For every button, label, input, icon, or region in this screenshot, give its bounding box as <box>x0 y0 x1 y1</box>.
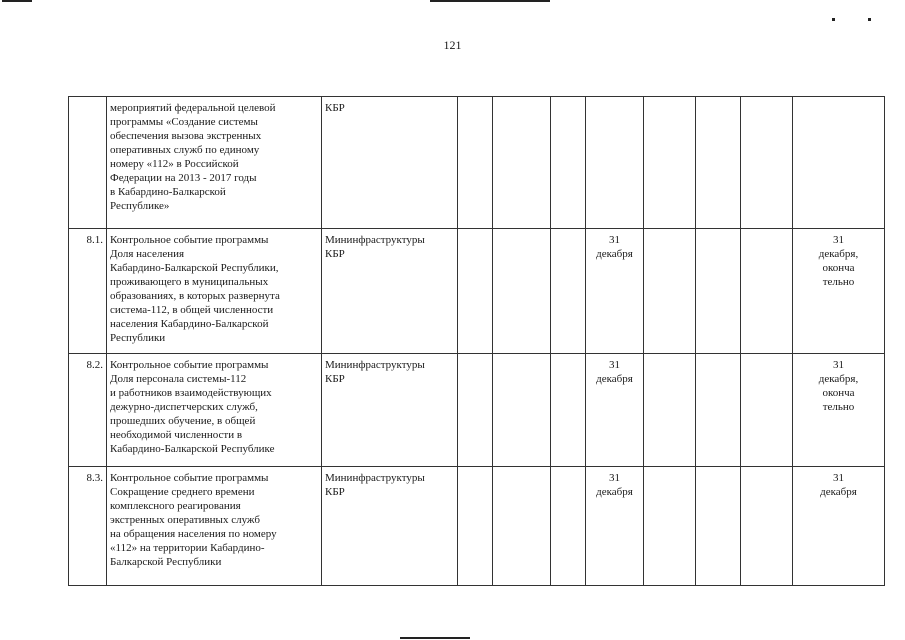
row-number: 8.2. <box>69 354 107 467</box>
event-date: 31 декабря <box>586 354 644 467</box>
event-description: Контрольное событие программы Доля персонала системы-112 и работников взаимодействующих дежурно-диспетчерских служб, прошедших обучение, в общей необходимой численности в Кабардино-Балкарской Республике <box>107 354 322 467</box>
event-description: Контрольное событие программы Сокращение среднего времени комплексного реагирования экстренных оперативных служб на обращения населения по номеру «112» на территории Кабардино- Балкарской Республики <box>107 467 322 586</box>
responsible-executor: КБР <box>322 97 458 229</box>
scan-mark <box>400 637 470 639</box>
empty-cell <box>551 354 586 467</box>
table-row <box>69 354 885 467</box>
empty-cell <box>741 229 793 354</box>
empty-cell <box>493 229 551 354</box>
empty-cell <box>493 467 551 586</box>
empty-cell <box>741 467 793 586</box>
event-date: 31 декабря <box>586 229 644 354</box>
empty-cell <box>741 97 793 229</box>
event-date <box>586 97 644 229</box>
empty-cell <box>741 354 793 467</box>
empty-cell <box>644 354 696 467</box>
empty-cell <box>696 354 741 467</box>
scan-mark <box>2 0 32 2</box>
event-description: мероприятий федеральной целевой программы «Создание системы обеспечения вызова экстренных оперативных служб по единому номеру «112» в Российской Федерации на 2013 - 2017 годы в Кабардино-Балкарской Республике» <box>107 97 322 229</box>
scan-mark <box>832 18 835 21</box>
empty-cell <box>696 467 741 586</box>
empty-cell <box>458 229 493 354</box>
scan-mark <box>430 0 550 2</box>
responsible-executor: Мининфраструктуры КБР <box>322 467 458 586</box>
empty-cell <box>493 354 551 467</box>
empty-cell <box>458 354 493 467</box>
empty-cell <box>458 467 493 586</box>
event-date: 31 декабря <box>586 467 644 586</box>
final-date: 31 декабря <box>793 467 885 586</box>
program-events-table <box>68 96 885 586</box>
empty-cell <box>551 467 586 586</box>
empty-cell <box>458 97 493 229</box>
empty-cell <box>644 229 696 354</box>
row-number <box>69 97 107 229</box>
final-date: 31 декабря, оконча тельно <box>793 229 885 354</box>
empty-cell <box>696 229 741 354</box>
page-number: 121 <box>443 38 462 52</box>
empty-cell <box>696 97 741 229</box>
row-number: 8.1. <box>69 229 107 354</box>
table-row <box>69 229 885 354</box>
empty-cell <box>644 97 696 229</box>
final-date: 31 декабря, оконча тельно <box>793 354 885 467</box>
responsible-executor: Мининфраструктуры КБР <box>322 229 458 354</box>
event-description: Контрольное событие программы Доля населения Кабардино-Балкарской Республики, проживающего в муниципальных образованиях, в которых развернута система-112, в общей численности населения Кабардино-Балкарской Республики <box>107 229 322 354</box>
scan-mark <box>868 18 871 21</box>
row-number: 8.3. <box>69 467 107 586</box>
empty-cell <box>551 97 586 229</box>
empty-cell <box>551 229 586 354</box>
final-date <box>793 97 885 229</box>
empty-cell <box>493 97 551 229</box>
responsible-executor: Мининфраструктуры КБР <box>322 354 458 467</box>
empty-cell <box>644 467 696 586</box>
table-row <box>69 467 885 586</box>
table-row <box>69 97 885 229</box>
